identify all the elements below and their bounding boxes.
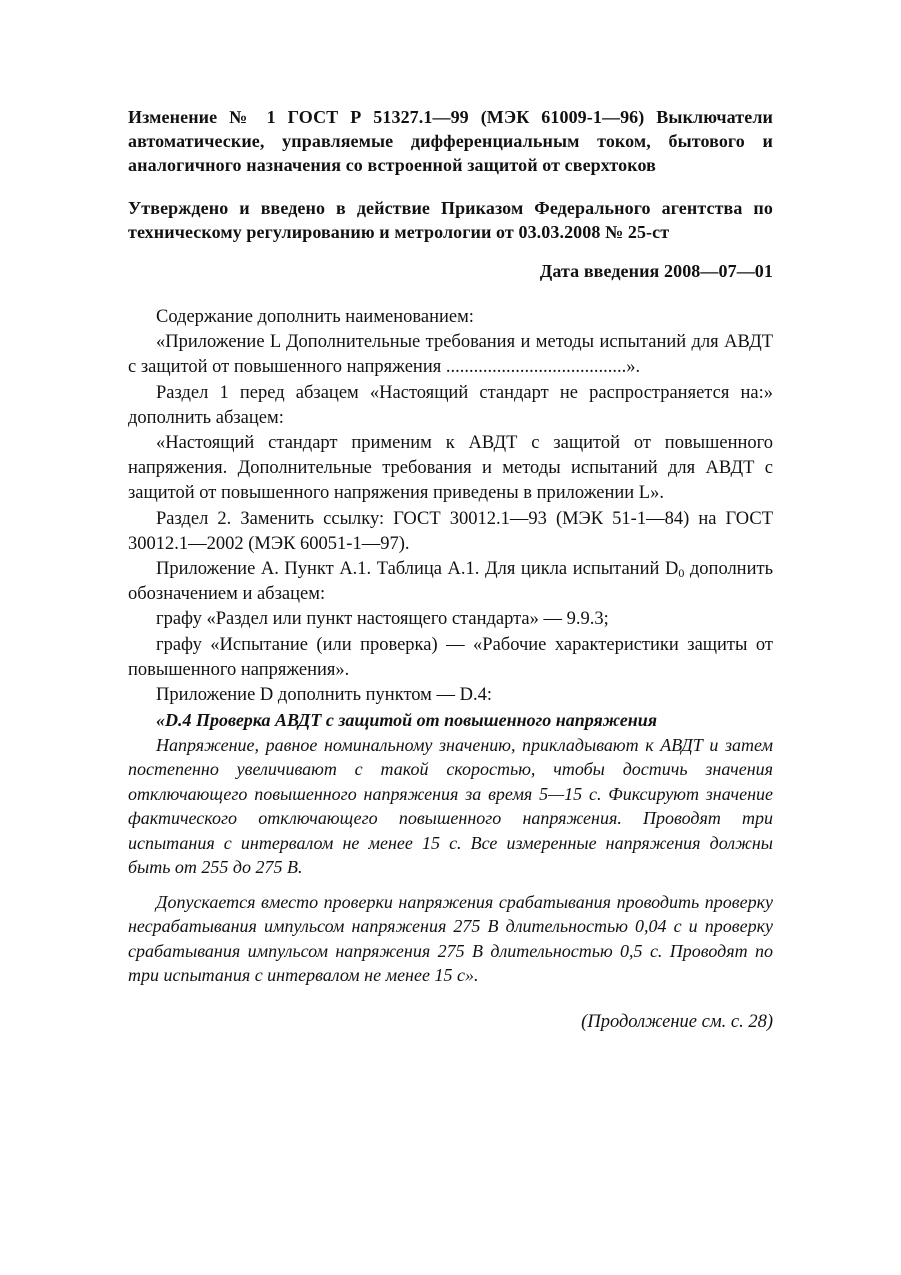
paragraph-annex-d: Приложение D дополнить пунктом — D.4: — [156, 685, 493, 706]
effective-date — [128, 259, 773, 283]
continuation-text: (Продолжение см. с. 28) — [581, 1012, 773, 1032]
approval-statement — [128, 196, 773, 244]
continuation-note — [128, 1012, 773, 1033]
paragraph-column-section: графу «Раздел или пункт настоящего стандарта» — 9.9.3; — [156, 609, 609, 630]
approval-text: Утверждено и введено в действие Приказом Федерального агентства по техническому регулированию и метрологии от 03.03.2008 № 25-ст — [128, 198, 773, 242]
paragraph-scope-addition: «Настоящий стандарт применим к АВДТ с защитой от повышенного напряжения. Дополнительные требования и методы испытаний для АВДТ с защитой от повышенного напряжения приведены в приложении L». — [128, 433, 773, 504]
paragraph-annex-l-title: «Приложение L Дополнительные требования и методы испытаний для АВДТ с защитой от повышенного напряжения .......................................». — [128, 332, 773, 378]
paragraph-annex-a — [128, 557, 773, 607]
paragraph-section-2: Раздел 2. Заменить ссылку: ГОСТ 30012.1—93 (МЭК 51-1—84) на ГОСТ 30012.1—2002 (МЭК 60051-1—97). — [128, 508, 773, 554]
annex-a-text: Приложение А. Пункт А.1. Таблица А.1. Для цикла испытаний D — [156, 559, 679, 580]
paragraph-column-test: графу «Испытание (или проверка) — «Рабочие характеристики защиты от повышенного напряжения». — [128, 634, 773, 680]
clause-d4-heading: «D.4 Проверка АВДТ с защитой от повышенного напряжения — [156, 710, 657, 731]
document-title — [128, 105, 773, 177]
annex-a-text-cont: дополнить обозначением и абзацем: — [128, 559, 774, 605]
clause-d4-alternative: Допускается вместо проверки напряжения срабатывания проводить проверку несрабатывания импульсом напряжения 275 В длительностью 0,04 с и проверку срабатывания импульсом напряжения 275 В длительностью 0,5 с. Проводят по три испытания с интервалом не менее 15 с». — [128, 891, 773, 986]
paragraph-contents-add: Содержание дополнить наименованием: — [156, 307, 474, 327]
paragraph-section-1: Раздел 1 перед абзацем «Настоящий стандарт не распространяется на:» дополнить абзацем: — [128, 382, 773, 428]
amendment-body — [128, 305, 773, 988]
title-text: Изменение № 1 ГОСТ Р 51327.1—99 (МЭК 61009-1—96) Выключатели автоматические, управляемые дифференциальным током, бытового и аналогичного назначения со встроенной защитой от сверхтоков — [128, 107, 773, 175]
effective-date-text: Дата введения 2008—07—01 — [539, 261, 773, 281]
subscript-zero: 0 — [678, 566, 685, 581]
clause-d4-procedure: Напряжение, равное номинальному значению, прикладывают к АВДТ и затем постепенно увеличивают с такой скоростью, чтобы достичь значения отключающего повышенного напряжения за время 5—15 с. Фиксируют значение фактического отключающего повышенного напряжения. Проводят три испытания с интервалом не менее 15 с. Все измеренные напряжения должны быть от 255 до 275 В. — [128, 734, 773, 878]
